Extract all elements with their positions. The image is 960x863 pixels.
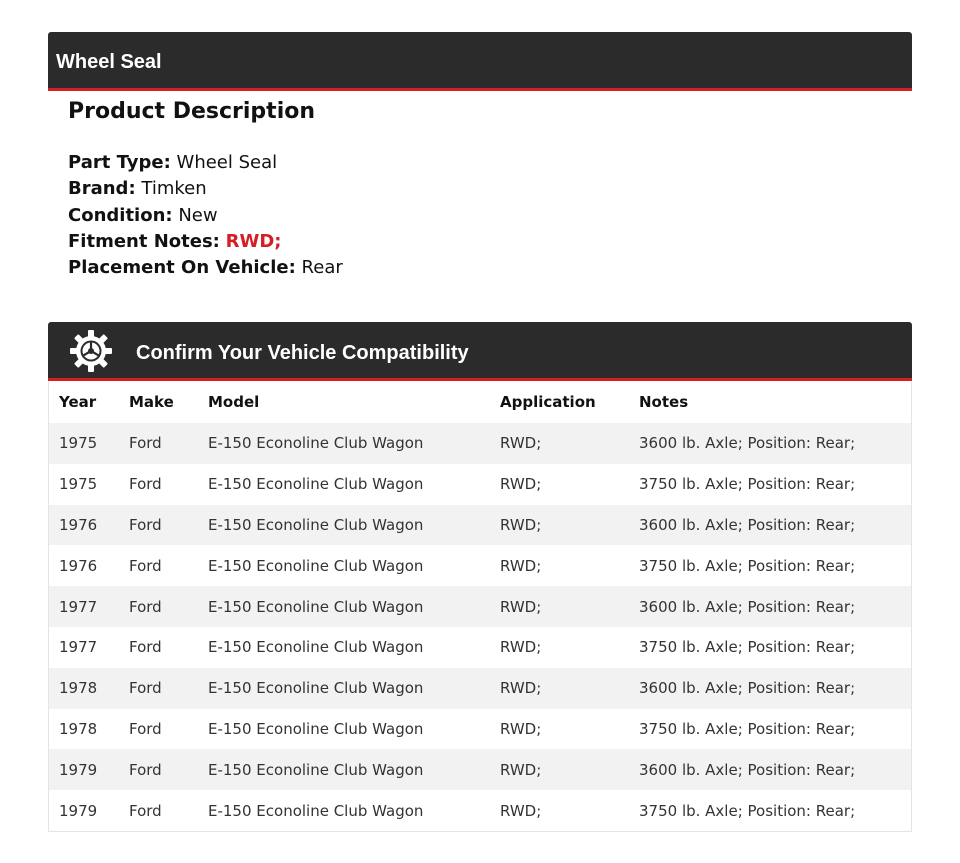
spec-value: New bbox=[178, 204, 218, 226]
cell-year: 1976 bbox=[59, 556, 98, 575]
cell-model: E-150 Econoline Club Wagon bbox=[208, 556, 424, 575]
spec-condition bbox=[68, 203, 868, 229]
table-row bbox=[49, 790, 911, 831]
table-header-row bbox=[49, 381, 911, 423]
spec-label: Placement On Vehicle: bbox=[68, 257, 296, 279]
spec-label: Part Type: bbox=[68, 152, 171, 173]
compatibility-header-bar bbox=[48, 322, 912, 381]
cell-application: RWD; bbox=[500, 679, 542, 698]
cell-model: E-150 Econoline Club Wagon bbox=[208, 434, 424, 453]
cell-model: E-150 Econoline Club Wagon bbox=[208, 515, 424, 534]
cell-make: Ford bbox=[129, 556, 162, 575]
cell-make: Ford bbox=[129, 760, 162, 779]
cell-application: RWD; bbox=[500, 556, 542, 575]
cell-make: Ford bbox=[129, 638, 162, 657]
column-header-application: Application bbox=[500, 393, 596, 411]
spec-brand bbox=[68, 176, 868, 202]
cell-year: 1979 bbox=[59, 760, 98, 779]
table-row bbox=[49, 586, 911, 627]
cell-notes: 3600 lb. Axle; Position: Rear; bbox=[639, 597, 856, 616]
column-header-make: Make bbox=[129, 393, 174, 411]
cell-application: RWD; bbox=[500, 801, 542, 820]
cell-model: E-150 Econoline Club Wagon bbox=[208, 801, 424, 820]
product-title: Wheel Seal bbox=[56, 51, 162, 73]
column-header-model: Model bbox=[208, 393, 260, 411]
spec-part-type bbox=[68, 150, 868, 176]
table-row bbox=[49, 423, 911, 464]
table-row bbox=[49, 464, 911, 505]
cell-model: E-150 Econoline Club Wagon bbox=[208, 597, 424, 616]
spec-label: Condition: bbox=[68, 204, 173, 226]
cell-application: RWD; bbox=[500, 434, 542, 453]
table-row bbox=[49, 545, 911, 586]
cell-model: E-150 Econoline Club Wagon bbox=[208, 679, 424, 698]
cell-year: 1979 bbox=[59, 801, 98, 820]
cell-application: RWD; bbox=[500, 475, 542, 494]
cell-application: RWD; bbox=[500, 597, 542, 616]
table-row bbox=[49, 709, 911, 750]
cell-make: Ford bbox=[129, 597, 162, 616]
cell-application: RWD; bbox=[500, 760, 542, 779]
cell-make: Ford bbox=[129, 434, 162, 453]
cell-year: 1978 bbox=[59, 679, 98, 698]
spec-label: Brand: bbox=[68, 178, 136, 200]
cell-year: 1975 bbox=[59, 434, 98, 453]
column-header-year: Year bbox=[59, 393, 97, 411]
product-description bbox=[68, 96, 868, 281]
cell-notes: 3600 lb. Axle; Position: Rear; bbox=[639, 515, 856, 534]
cell-year: 1978 bbox=[59, 719, 98, 738]
cell-model: E-150 Econoline Club Wagon bbox=[208, 760, 424, 779]
cell-year: 1976 bbox=[59, 515, 98, 534]
cell-make: Ford bbox=[129, 475, 162, 494]
cell-notes: 3750 lb. Axle; Position: Rear; bbox=[639, 556, 856, 575]
compatibility-table bbox=[49, 381, 911, 831]
cell-make: Ford bbox=[129, 719, 162, 738]
spec-list bbox=[68, 150, 868, 281]
cell-notes: 3600 lb. Axle; Position: Rear; bbox=[639, 679, 856, 698]
description-heading: Product Description bbox=[68, 99, 316, 124]
cell-application: RWD; bbox=[500, 638, 542, 657]
spec-value: RWD; bbox=[225, 230, 282, 252]
table-row bbox=[49, 668, 911, 709]
cell-model: E-150 Econoline Club Wagon bbox=[208, 475, 424, 494]
cell-notes: 3750 lb. Axle; Position: Rear; bbox=[639, 719, 856, 738]
cell-notes: 3750 lb. Axle; Position: Rear; bbox=[639, 475, 856, 494]
table-row bbox=[49, 627, 911, 668]
cell-model: E-150 Econoline Club Wagon bbox=[208, 638, 424, 657]
compatibility-table-wrap bbox=[48, 381, 912, 832]
spec-value: Timken bbox=[141, 178, 207, 200]
table-row bbox=[49, 749, 911, 790]
cell-application: RWD; bbox=[500, 515, 542, 534]
spec-value: Wheel Seal bbox=[176, 152, 278, 173]
gear-car-icon bbox=[69, 329, 113, 373]
cell-model: E-150 Econoline Club Wagon bbox=[208, 719, 424, 738]
cell-year: 1977 bbox=[59, 597, 98, 616]
cell-make: Ford bbox=[129, 679, 162, 698]
cell-make: Ford bbox=[129, 515, 162, 534]
spec-value: Rear bbox=[301, 257, 343, 279]
cell-notes: 3600 lb. Axle; Position: Rear; bbox=[639, 760, 856, 779]
cell-application: RWD; bbox=[500, 719, 542, 738]
cell-year: 1977 bbox=[59, 638, 98, 657]
cell-make: Ford bbox=[129, 801, 162, 820]
compatibility-title: Confirm Your Vehicle Compatibility bbox=[136, 342, 469, 364]
cell-notes: 3750 lb. Axle; Position: Rear; bbox=[639, 638, 856, 657]
table-row bbox=[49, 505, 911, 546]
cell-year: 1975 bbox=[59, 475, 98, 494]
spec-label: Fitment Notes: bbox=[68, 230, 220, 252]
product-header-bar bbox=[48, 32, 912, 91]
cell-notes: 3750 lb. Axle; Position: Rear; bbox=[639, 801, 856, 820]
spec-placement bbox=[68, 255, 868, 281]
spec-fitment-notes bbox=[68, 229, 868, 255]
column-header-notes: Notes bbox=[639, 393, 689, 411]
cell-notes: 3600 lb. Axle; Position: Rear; bbox=[639, 434, 856, 453]
